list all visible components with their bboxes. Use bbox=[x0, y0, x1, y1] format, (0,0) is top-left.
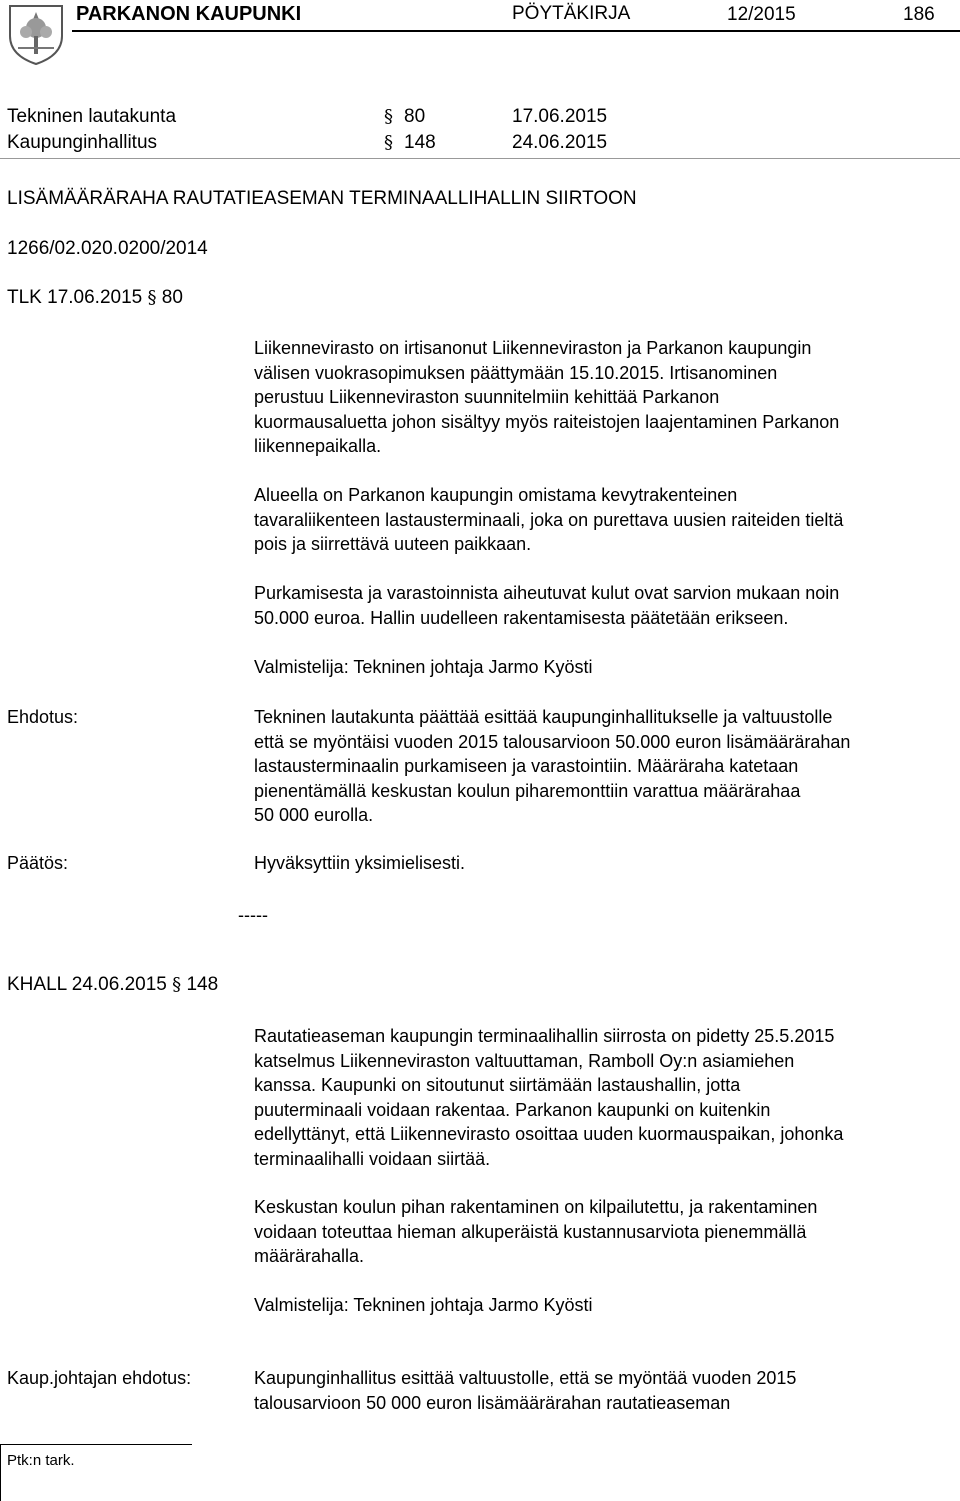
text-line: puuterminaali voidaan rakentaa. Parkanon kaupunki on kuitenkin bbox=[254, 1099, 771, 1120]
meeting-number: 80 bbox=[404, 106, 426, 127]
text-line: että se myöntäisi vuoden 2015 talousarvioon 50.000 euron lisämäärärahan bbox=[254, 731, 851, 752]
meeting-body: Tekninen lautakunta bbox=[7, 106, 177, 127]
section-mark: § bbox=[384, 132, 393, 153]
text-line: terminaalihalli voidaan siirtää. bbox=[254, 1148, 491, 1169]
text-line: Tekninen lautakunta päättää esittää kaupunginhallitukselle ja valtuustolle bbox=[254, 707, 833, 727]
section-mark: § bbox=[384, 106, 393, 127]
tlk-paragraph-1 bbox=[254, 336, 959, 459]
text-line: Purkamisesta ja varastoinnista aiheutuvat kulut ovat sarvion mukaan noin bbox=[254, 583, 840, 603]
meeting-number: 148 bbox=[404, 132, 436, 153]
meeting-date: 17.06.2015 bbox=[512, 106, 608, 127]
document-type: PÖYTÄKIRJA bbox=[512, 3, 631, 24]
decision-text: Hyväksyttiin yksimielisesti. bbox=[254, 853, 466, 873]
decision-label: Päätös: bbox=[7, 853, 69, 873]
khall-ref-number: 148 bbox=[186, 974, 219, 995]
minutes-check-label: Ptk:n tark. bbox=[7, 1452, 75, 1469]
item-title: LISÄMÄÄRÄRAHA RAUTATIEASEMAN TERMINAALLIHALLIN SIIRTOON bbox=[7, 188, 637, 209]
text-line: Keskustan koulun pihan rakentaminen on kilpailutettu, ja rakentaminen bbox=[254, 1197, 818, 1217]
khall-ref-prefix: KHALL 24.06.2015 bbox=[7, 974, 167, 995]
text-line: Kaupunginhallitus esittää valtuustolle, että se myöntää vuoden 2015 bbox=[254, 1368, 797, 1388]
header-rule bbox=[72, 30, 960, 32]
text-line: voidaan toteuttaa hieman alkuperäistä kustannusarviota pienemmällä bbox=[254, 1221, 807, 1242]
khall-reference bbox=[7, 973, 218, 997]
tlk-reference bbox=[7, 286, 183, 310]
khall-proposal bbox=[254, 1366, 959, 1415]
tlk-ref-prefix: TLK 17.06.2015 bbox=[7, 287, 143, 308]
text-line: Alueella on Parkanon kaupungin omistama kevytrakenteinen bbox=[254, 485, 738, 505]
document-number: 12/2015 bbox=[727, 4, 796, 25]
text-line: 50 000 eurolla. bbox=[254, 805, 374, 825]
separator: ----- bbox=[238, 905, 268, 925]
page-number: 186 bbox=[903, 4, 935, 25]
meeting-date: 24.06.2015 bbox=[512, 132, 608, 153]
text-line: Valmistelija: Tekninen johtaja Jarmo Kyösti bbox=[254, 1295, 593, 1315]
khall-paragraph-2 bbox=[254, 1195, 959, 1269]
text-line: perustuu Liikenneviraston suunnitelmiin kehittää Parkanon bbox=[254, 387, 720, 407]
text-line: katselmus Liikenneviraston valtuuttaman, Ramboll Oy:n asiamiehen bbox=[254, 1050, 795, 1071]
section-mark: § bbox=[147, 287, 157, 308]
page-header bbox=[0, 0, 960, 60]
proposal-label: Ehdotus: bbox=[7, 707, 79, 727]
meeting-body: Kaupunginhallitus bbox=[7, 132, 158, 153]
text-line: välisen vuokrasopimuksen päättymään 15.10.2015. Irtisanominen bbox=[254, 362, 778, 383]
footer-rule bbox=[0, 1444, 192, 1445]
text-line: Valmistelija: Tekninen johtaja Jarmo Kyösti bbox=[254, 657, 593, 677]
proposal-label: Kaup.johtajan ehdotus: bbox=[7, 1368, 192, 1388]
text-line: edellyttänyt, että Liikennevirasto osoittaa uuden kuormauspaikan, johonka bbox=[254, 1124, 844, 1144]
text-line: määrärahalla. bbox=[254, 1246, 365, 1266]
text-line: liikennepaikalla. bbox=[254, 436, 382, 456]
coat-of-arms-icon bbox=[4, 2, 68, 66]
text-line: talousarvioon 50 000 euron lisämäärärahan rautatieaseman bbox=[254, 1392, 731, 1413]
divider bbox=[0, 158, 960, 159]
text-line: Rautatieaseman kaupungin terminaalihallin siirrosta on pidetty 25.5.2015 bbox=[254, 1026, 835, 1046]
org-name: PARKANON KAUPUNKI bbox=[76, 3, 302, 25]
text-line: pienentämällä keskustan koulun piharemonttiin varattua määrärahaa bbox=[254, 780, 801, 801]
tlk-ref-number: 80 bbox=[161, 287, 183, 308]
section-mark: § bbox=[172, 974, 182, 995]
tlk-paragraph-3 bbox=[254, 581, 959, 630]
file-id: 1266/02.020.0200/2014 bbox=[7, 238, 208, 259]
text-line: pois ja siirrettävä uuteen paikkaan. bbox=[254, 534, 532, 554]
khall-paragraph-1 bbox=[254, 1024, 959, 1171]
text-line: tavaraliikenteen lastausterminaali, joka on purettava uusien raiteiden tieltä bbox=[254, 509, 844, 530]
text-line: 50.000 euroa. Hallin uudelleen rakentamisesta päätetään erikseen. bbox=[254, 607, 789, 628]
footer-box-edge bbox=[0, 1444, 1, 1501]
khall-preparer bbox=[254, 1293, 959, 1318]
tlk-preparer bbox=[254, 655, 959, 680]
text-line: kanssa. Kaupunki on sitoutunut siirtämään lastaushallin, jotta bbox=[254, 1075, 741, 1095]
text-line: kuormausaluetta johon sisältyy myös raiteistojen laajentaminen Parkanon bbox=[254, 411, 840, 432]
text-line: Liikennevirasto on irtisanonut Liikenneviraston ja Parkanon kaupungin bbox=[254, 338, 812, 358]
text-line: lastausterminaalin purkamiseen ja varastointiin. Määräraha katetaan bbox=[254, 756, 799, 776]
tlk-proposal bbox=[254, 705, 959, 828]
tlk-paragraph-2 bbox=[254, 483, 959, 557]
